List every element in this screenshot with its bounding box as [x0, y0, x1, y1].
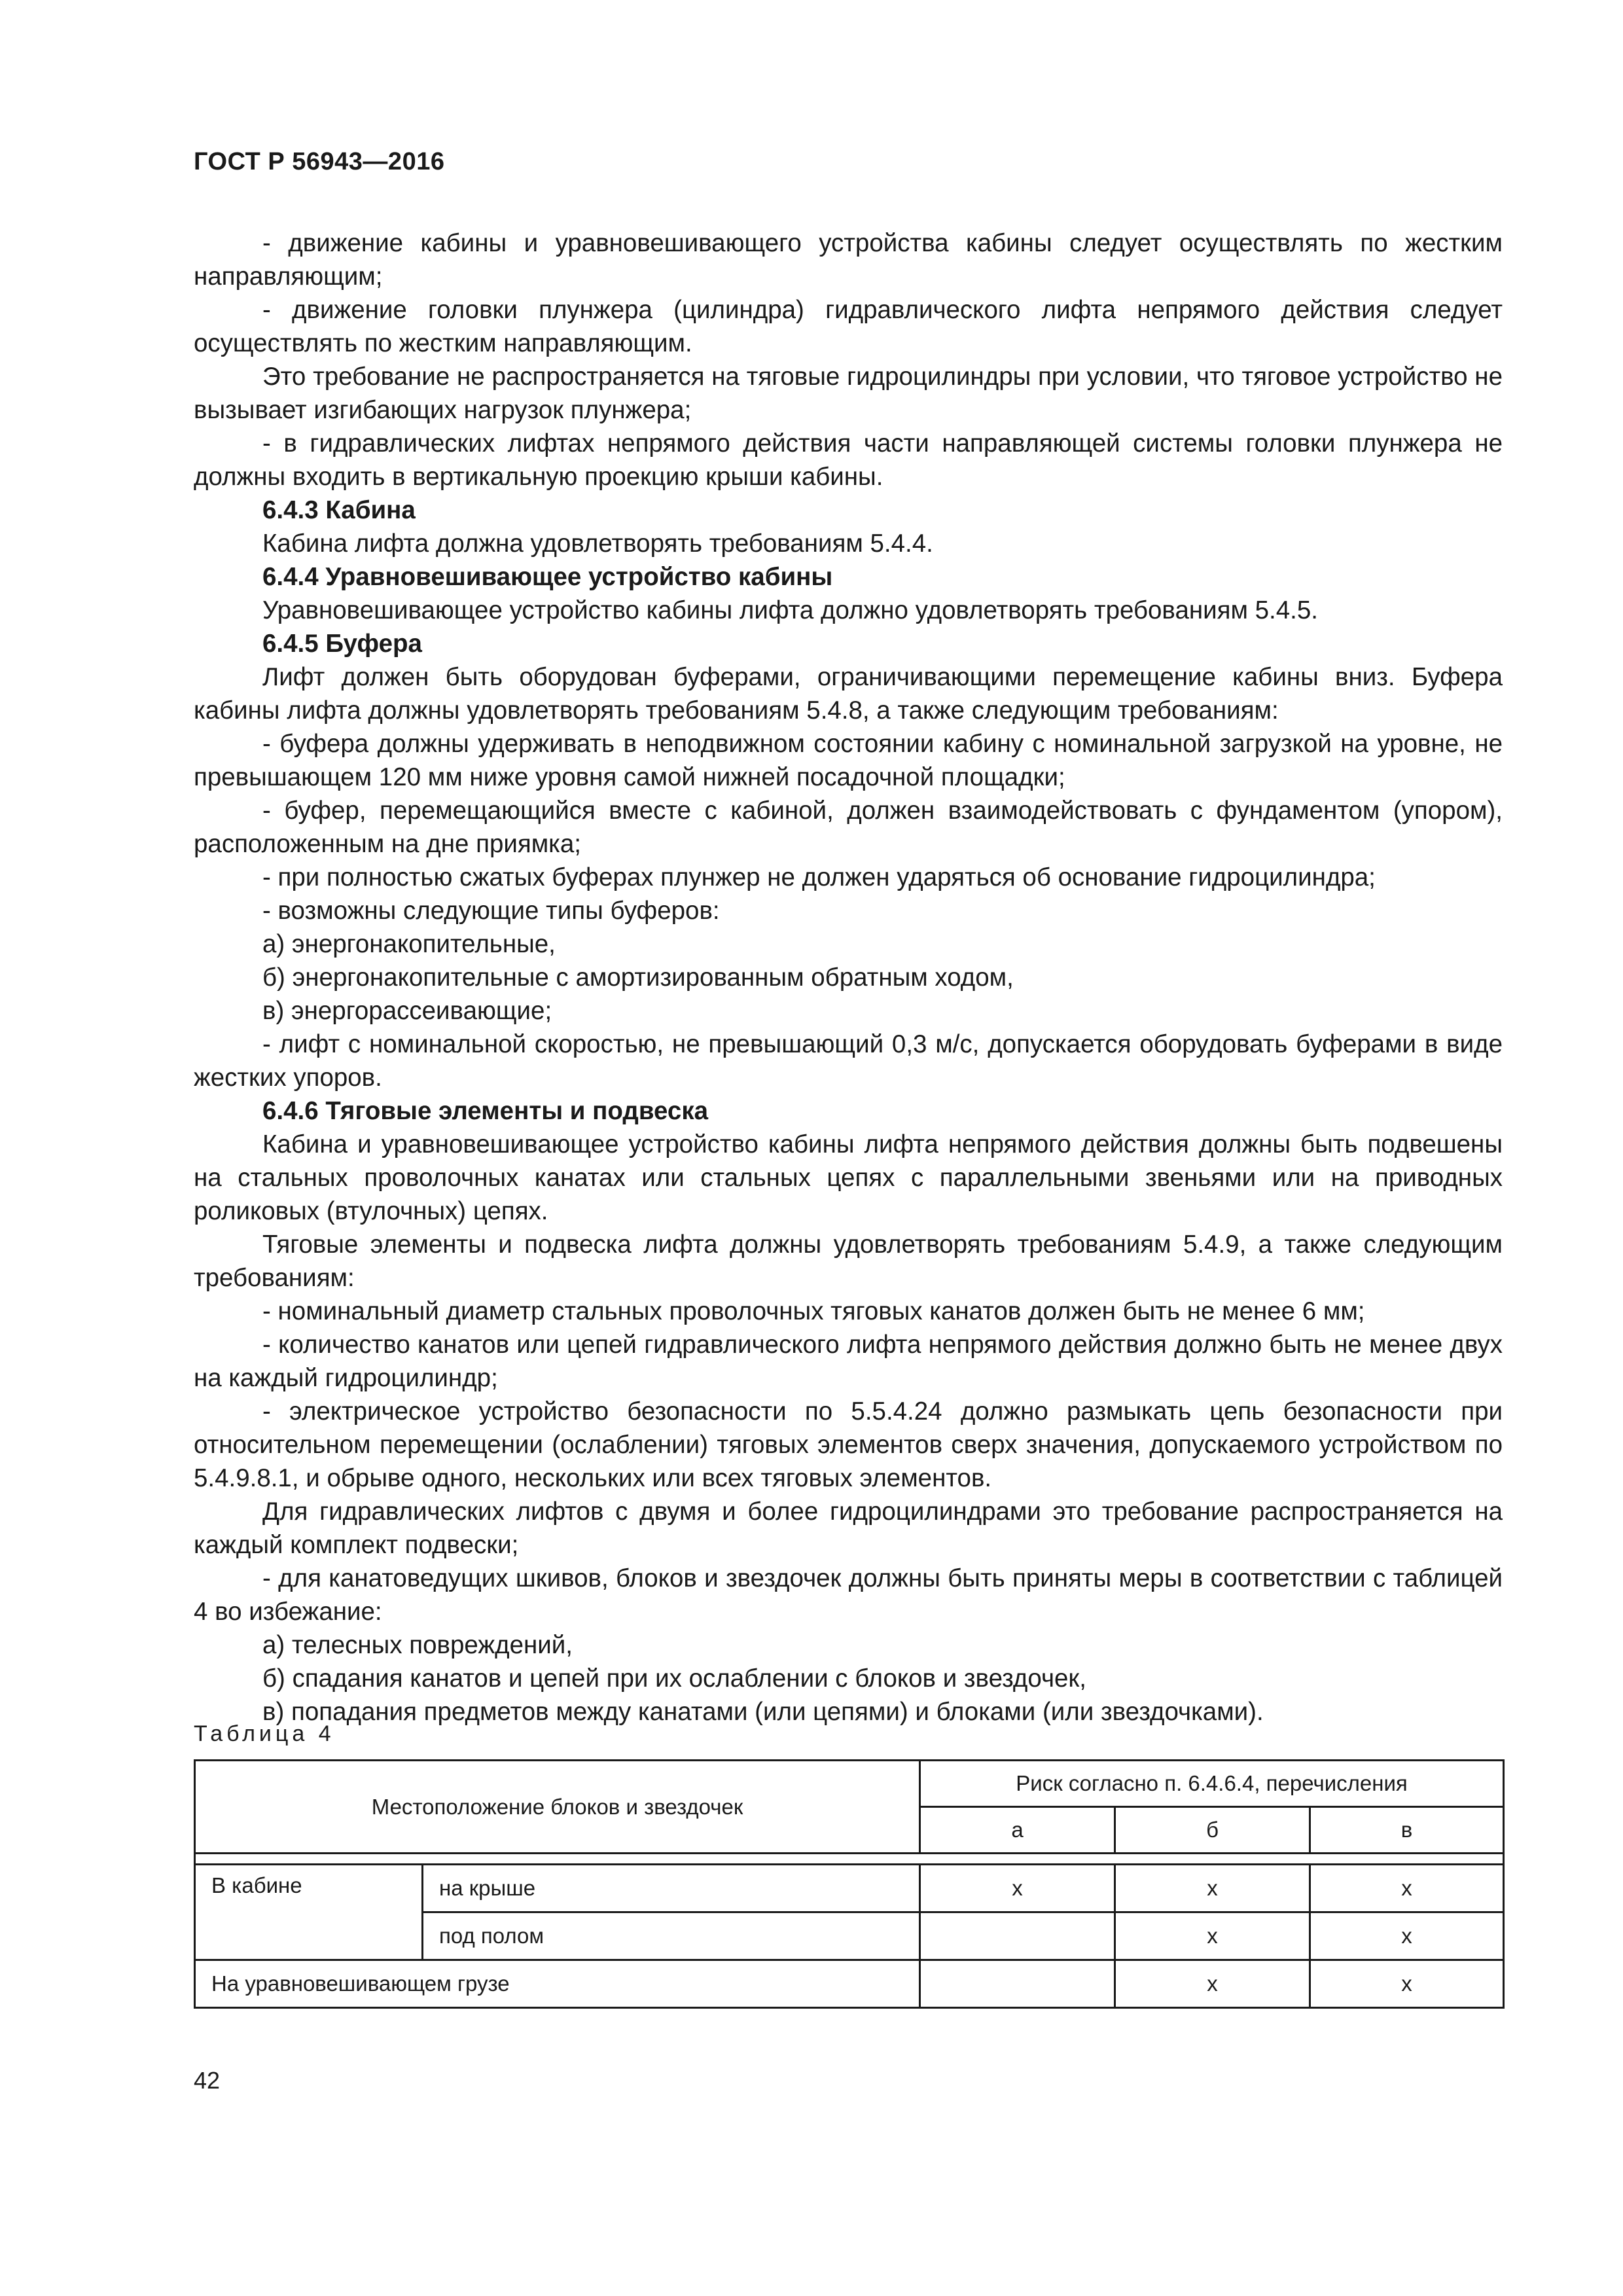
document-header: ГОСТ Р 56943—2016 [194, 148, 445, 175]
table-header-location: Местоположение блоков и звездочек [195, 1761, 920, 1854]
table-cell: х [1115, 1960, 1310, 2008]
section-heading: 6.4.3 Кабина [262, 496, 416, 524]
table-cell-sub: на крыше [423, 1865, 920, 1912]
section-heading: 6.4.6 Тяговые элементы и подвеска [262, 1097, 709, 1125]
table-cell: х [1310, 1912, 1504, 1960]
paragraph: б) спадания канатов и цепей при их ослаблении с блоков и звездочек, [262, 1664, 1086, 1693]
document-body [194, 226, 1503, 1729]
table-header-risk: Риск согласно п. 6.4.6.4, перечисления [920, 1761, 1504, 1807]
table-header-col-v: в [1310, 1807, 1504, 1854]
paragraph: - возможны следующие типы буферов: [262, 897, 720, 925]
paragraph: а) телесных повреждений, [262, 1631, 573, 1659]
paragraph: - буфер, перемещающийся вместе с кабиной, должен взаимодействовать с фундаментом (упором), расположенным на дне приямка; [194, 797, 1503, 858]
paragraph: а) энергонакопительные, [262, 930, 556, 958]
paragraph: - для канатоведущих шкивов, блоков и звездочек должны быть приняты меры в соответствии с таблицей 4 во избежание: [194, 1564, 1503, 1626]
table-caption: Таблица 4 [194, 1721, 335, 1746]
paragraph: - номинальный диаметр стальных проволочных тяговых канатов должен быть не менее 6 мм; [262, 1297, 1365, 1325]
table-cell: х [920, 1865, 1115, 1912]
paragraph: - при полностью сжатых буферах плунжер не должен ударяться об основание гидроцилиндра; [262, 863, 1376, 891]
section-heading: 6.4.4 Уравновешивающее устройство кабины [262, 563, 833, 591]
table-cell-sub: под полом [423, 1912, 920, 1960]
paragraph: - движение кабины и уравновешивающего устройства кабины следует осуществлять по жестким направляющим; [194, 229, 1503, 291]
paragraph: - буфера должны удерживать в неподвижном состоянии кабину с номинальной загрузкой на уровне, не превышающем 120 мм ниже уровня самой нижней посадочной площадки; [194, 730, 1503, 791]
table-header-separator [195, 1854, 1504, 1865]
paragraph: Тяговые элементы и подвеска лифта должны удовлетворять требованиям 5.4.9, а также следующим требованиям: [194, 1230, 1503, 1292]
paragraph: в) энергорассеивающие; [262, 997, 552, 1025]
paragraph: - движение головки плунжера (цилиндра) гидравлического лифта непрямого действия следует осуществлять по жестким направляющим. [194, 296, 1503, 357]
table-cell: х [1310, 1865, 1504, 1912]
section-heading: 6.4.5 Буфера [262, 630, 422, 658]
paragraph: - в гидравлических лифтах непрямого действия части направляющей системы головки плунжера не должны входить в вертикальную проекцию крыши кабины. [194, 429, 1503, 491]
table-cell [920, 1960, 1115, 2008]
table-cell: х [1115, 1865, 1310, 1912]
paragraph: - лифт с номинальной скоростью, не превышающий 0,3 м/с, допускается оборудовать буферами в виде жестких упоров. [194, 1030, 1503, 1092]
paragraph: - количество канатов или цепей гидравлического лифта непрямого действия должно быть не менее двух на каждый гидроцилиндр; [194, 1331, 1503, 1392]
paragraph: в) попадания предметов между канатами (или цепями) и блоками (или звездочками). [262, 1698, 1264, 1726]
paragraph: Для гидравлических лифтов с двумя и более гидроцилиндрами это требование распространяется на каждый комплект подвески; [194, 1498, 1503, 1559]
paragraph: Кабина лифта должна удовлетворять требованиям 5.4.4. [262, 529, 933, 558]
table-cell: х [1310, 1960, 1504, 2008]
paragraph: б) энергонакопительные с амортизированным обратным ходом, [262, 963, 1014, 992]
paragraph: Это требование не распространяется на тяговые гидроцилиндры при условии, что тяговое устройство не вызывает изгибающих нагрузок плунжера; [194, 363, 1503, 424]
paragraph: - электрическое устройство безопасности по 5.5.4.24 должно размыкать цепь безопасности при относительном перемещении (ослаблении) тяговых элементов сверх значения, допускаемого устройством по 5.4.9.8.1, и обрыве одного, нескольких или всех тяговых элементов. [194, 1397, 1503, 1492]
table-header-col-b: б [1115, 1807, 1310, 1854]
paragraph: Кабина и уравновешивающее устройство кабины лифта непрямого действия должны быть подвешены на стальных проволочных канатах или стальных цепях с параллельными звеньями или на приводных роликовых (втулочных) цепях. [194, 1130, 1503, 1225]
page-number: 42 [194, 2067, 221, 2094]
paragraph: Уравновешивающее устройство кабины лифта должно удовлетворять требованиям 5.4.5. [262, 596, 1318, 624]
paragraph: Лифт должен быть оборудован буферами, ограничивающими перемещение кабины вниз. Буфера кабины лифта должны удовлетворять требованиям 5.4.8, а также следующим требованиям: [194, 663, 1503, 725]
table-cell-label: На уравновешивающем грузе [195, 1960, 920, 2008]
table-cell: х [1115, 1912, 1310, 1960]
table-4 [194, 1759, 1505, 2009]
table-cell-group: В кабине [195, 1865, 423, 1960]
table-header-col-a: а [920, 1807, 1115, 1854]
table-cell [920, 1912, 1115, 1960]
